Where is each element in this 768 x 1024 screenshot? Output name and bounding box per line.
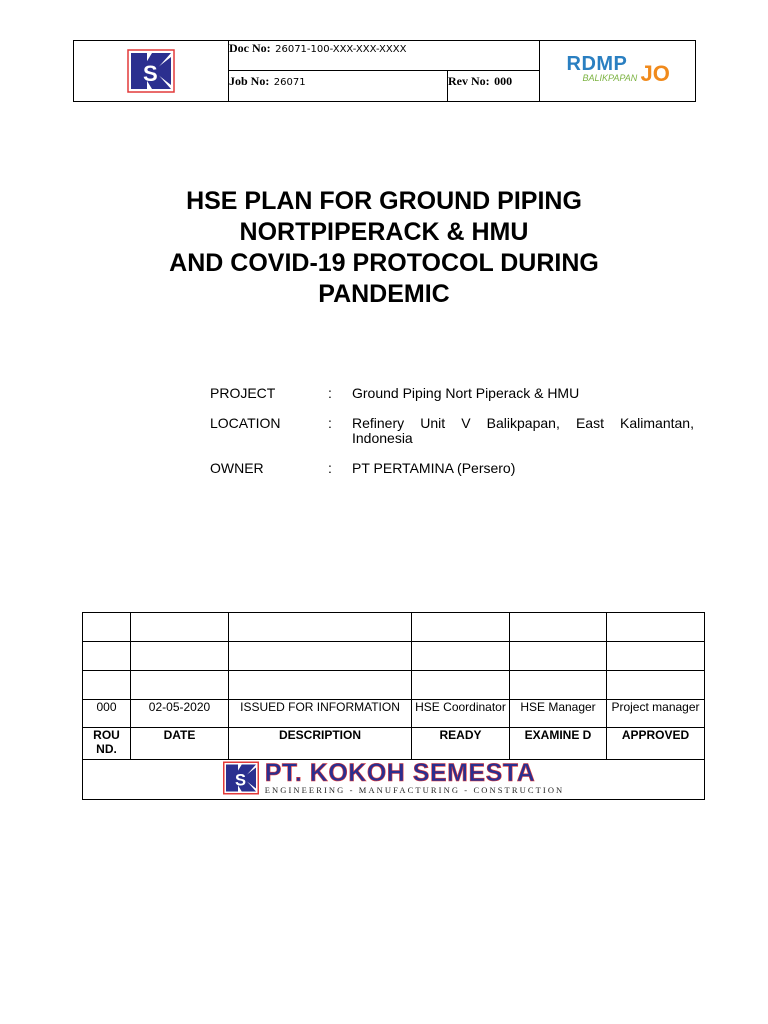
rev-no-label: Rev No: bbox=[448, 74, 490, 88]
revision-examined: HSE Manager bbox=[510, 700, 607, 728]
info-colon: : bbox=[328, 460, 332, 476]
doc-number-cell bbox=[229, 41, 540, 71]
info-label: PROJECT bbox=[210, 385, 276, 401]
title-line: HSE PLAN FOR GROUND PIPING bbox=[186, 187, 582, 215]
rdmp-logo-cell bbox=[540, 41, 696, 102]
rdmp-logo-sub: BALIKPAPAN bbox=[582, 73, 638, 83]
info-value: PT PERTAMINA (Persero) bbox=[352, 460, 516, 476]
job-number-cell bbox=[229, 71, 448, 102]
title-line: NORTPIPERACK & HMU bbox=[239, 218, 529, 246]
revision-row-empty bbox=[83, 613, 705, 642]
document-header bbox=[73, 40, 695, 101]
revision-date: 02-05-2020 bbox=[131, 700, 229, 728]
rev-no-value: 000 bbox=[494, 74, 513, 88]
info-value: Refinery Unit V Balikpapan, East Kalimantan, Indonesia bbox=[352, 415, 694, 446]
document-title bbox=[100, 186, 668, 310]
column-header-date: DATE bbox=[131, 728, 229, 760]
info-colon: : bbox=[328, 415, 332, 431]
revision-row-empty bbox=[83, 642, 705, 671]
revision-row-empty bbox=[83, 671, 705, 700]
info-label: LOCATION bbox=[210, 415, 281, 431]
column-header-ready: READY bbox=[412, 728, 510, 760]
info-value: Ground Piping Nort Piperack & HMU bbox=[352, 385, 580, 401]
rev-number-cell bbox=[448, 71, 540, 102]
column-header-examined: EXAMINE D bbox=[510, 728, 607, 760]
revision-description: ISSUED FOR INFORMATION bbox=[229, 700, 412, 728]
revision-row bbox=[83, 700, 705, 728]
rdmp-logo bbox=[563, 51, 673, 91]
company-tagline: ENGINEERING - MANUFACTURING - CONSTRUCTION bbox=[264, 785, 565, 795]
title-line: PANDEMIC bbox=[318, 280, 450, 308]
rdmp-logo-text: RDMP bbox=[566, 53, 628, 75]
info-colon: : bbox=[328, 385, 332, 401]
company-footer bbox=[83, 760, 705, 800]
info-label: OWNER bbox=[210, 460, 264, 476]
column-header-round: ROU ND. bbox=[83, 728, 131, 760]
title-line: AND COVID-19 PROTOCOL DURING bbox=[169, 249, 599, 277]
revision-table bbox=[82, 612, 704, 800]
logo-letter-s: S bbox=[143, 61, 158, 86]
job-no-value: 26071 bbox=[273, 77, 306, 88]
revision-ready: HSE Coordinator bbox=[412, 700, 510, 728]
job-no-label: Job No: bbox=[229, 74, 270, 88]
doc-no-label: Doc No: bbox=[229, 41, 271, 55]
column-header-approved: APPROVED bbox=[607, 728, 705, 760]
revision-header-row bbox=[83, 728, 705, 760]
revision-number: 000 bbox=[83, 700, 131, 728]
company-footer-row bbox=[83, 760, 705, 800]
column-header-description: DESCRIPTION bbox=[229, 728, 412, 760]
kokoh-semesta-logo-small bbox=[223, 760, 259, 796]
kokoh-semesta-logo bbox=[127, 49, 175, 93]
revision-approved: Project manager bbox=[607, 700, 705, 728]
rdmp-logo-jo: JO bbox=[640, 61, 670, 86]
company-name: PT. KOKOH SEMESTA bbox=[264, 759, 536, 787]
svg-text:S: S bbox=[234, 771, 246, 790]
company-logo-cell bbox=[74, 41, 229, 102]
doc-no-value: 26071-100-XXX-XXX-XXXX bbox=[275, 44, 407, 55]
